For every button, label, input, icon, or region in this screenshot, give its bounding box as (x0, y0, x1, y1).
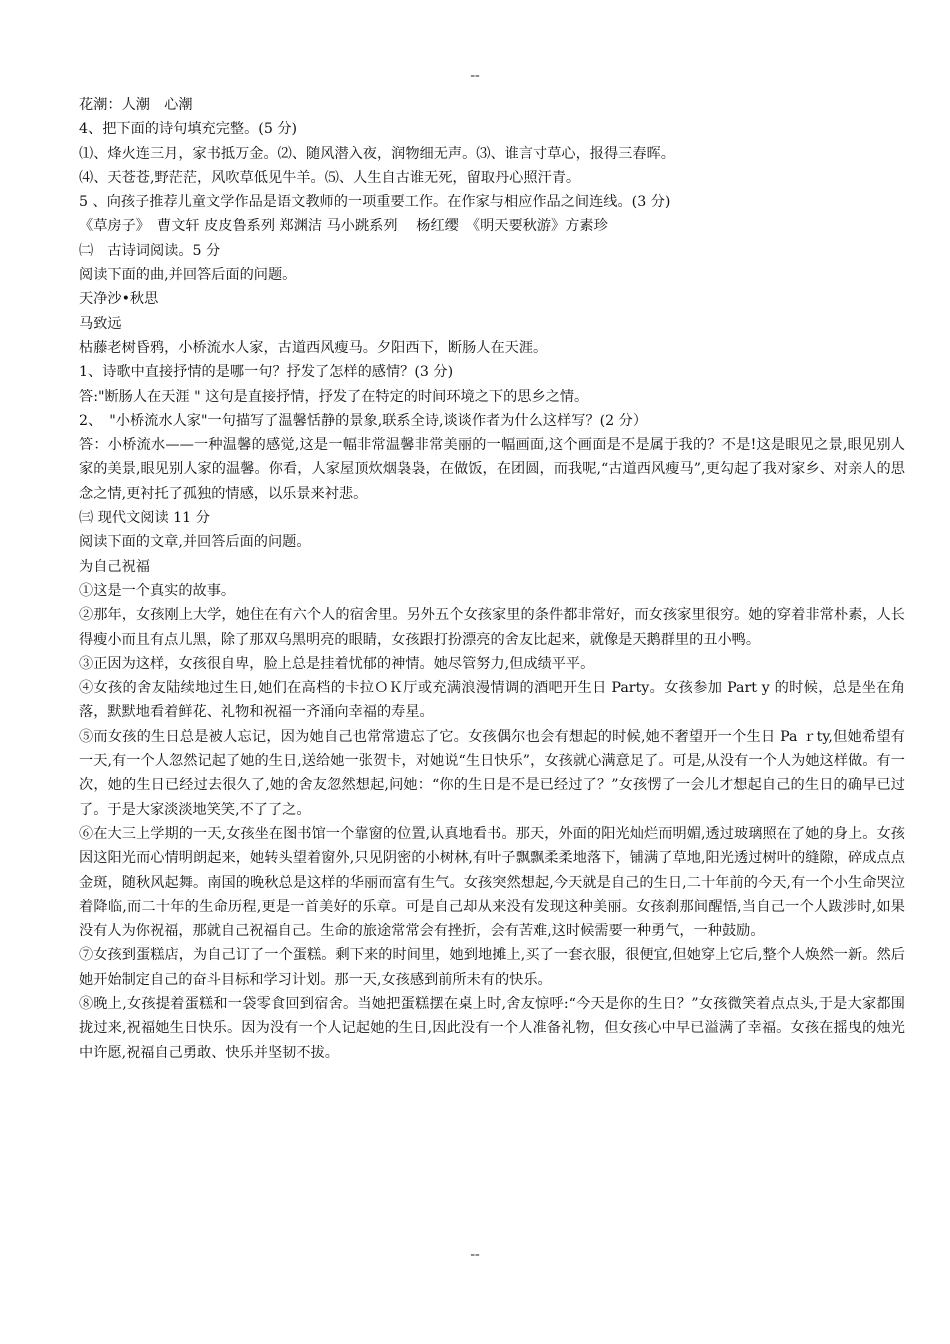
page-footer-mark: -- (470, 1247, 480, 1262)
poem-answer-1: 答:"断肠人在天涯 " 这句是直接抒情，抒发了在特定的时间环境之下的思乡之情。 (79, 388, 589, 405)
document-body (79, 93, 905, 1065)
section-3-heading: ㈢ 现代文阅读 11 分 (79, 510, 210, 527)
poem-author: 马致远 (79, 315, 122, 332)
poem-answer-2: 答：小桥流水——一种温馨的感觉,这是一幅非常温馨非常美丽的一幅画面,这个画面是不是属于我的？不是!这是眼见之景,眼见别人家的美景,眼见别人家的温馨。你看，人家屋顶炊烟袅袅，在做饭，在团圆，而我呢,“古道西风瘦马”,更勾起了我对家乡、对亲人的思念之情,更衬托了孤独的情感，以乐景来衬悲。 (79, 437, 905, 502)
article-paragraph: ⑥在大三上学期的一天,女孩坐在图书馆一个靠窗的位置,认真地看书。那天，外面的阳光灿烂而明媚,透过玻璃照在了她的身上。女孩因这阳光而心情明朗起来，她转头望着窗外,只见阴密的小树林,有叶子飘飘柔柔地落下，铺满了草地,阳光透过树叶的缝隙，碎成点点金斑，随秋风起舞。南国的晚秋总是这样的华丽而富有生气。女孩突然想起,今天就是自己的生日,二十年前的今天,有一个小生命哭泣着降临,而二十年的生命历程,更是一首美好的乐章。可是自己却从来没有发现这种美丽。女孩刹那间醒悟,当自己一个人跋涉时,如果没有人为你祝福，那就自己祝福自己。生命的旅途常常会有挫折，会有苦难,这时候需要一种勇气，一种鼓励。 (79, 825, 905, 940)
article-paragraph: ⑤而女孩的生日总是被人忘记，因为她自己也常常遗忘了它。女孩偶尔也会有想起的时候,她不奢望开一个生日 Pa ｒty,但她希望有一天,有一个人忽然记起了她的生日,送给她一张贺卡，对她说“生日快乐”，女孩就心满意足了。可是,从没有一个人为她这样做。有一次，她的生日已经过去很久了,她的舍友忽然想起,问她：“你的生日是不是已经过了？”女孩愣了一会儿才想起自己的生日的确早已过了。于是大家淡淡地笑笑,不了了之。 (79, 728, 905, 818)
poem-lines-1-3: ⑴、烽火连三月，家书抵万金。⑵、随风潜入夜，润物细无声。⑶、谁言寸草心，报得三春晖。 (79, 145, 675, 162)
question-5-heading: 5 、向孩子推荐儿童文学作品是语文教师的一项重要工作。在作家与相应作品之间连线。(3 分) (79, 194, 671, 211)
author-works-list: 《草房子》 曹文轩 皮皮鲁系列 郑渊洁 马小跳系列 杨红缨 《明天要秋游》方素珍 (79, 218, 608, 235)
poem-question-2: 2、 "小桥流水人家"一句描写了温馨恬静的景象,联系全诗,谈谈作者为什么这样写？(2 分） (79, 412, 648, 429)
section-2-heading: ㈡ 古诗词阅读。5 分 (79, 242, 221, 259)
article-paragraph: ⑧晚上,女孩提着蛋糕和一袋零食回到宿舍。当她把蛋糕摆在桌上时,舍友惊呼:“今天是你的生日？”女孩微笑着点点头,于是大家都围拢过来,祝福她生日快乐。因为没有一个人记起她的生日,因此没有一个人准备礼物，但女孩心中早已溢满了幸福。女孩在摇曳的烛光中许愿,祝福自己勇敢、快乐并坚韧不拔。 (79, 995, 905, 1061)
poem-title: 天净沙•秋思 (79, 291, 159, 308)
question-4-heading: 4、把下面的诗句填充完整。(5 分) (79, 121, 298, 138)
instruction-text: 阅读下面的文章,并回答后面的问题。 (79, 534, 311, 551)
poem-body: 枯藤老树昏鸦，小桥流水人家，古道西风瘦马。夕阳西下，断肠人在天涯。 (79, 339, 548, 356)
article-paragraph: ⑦女孩到蛋糕店，为自己订了一个蛋糕。剩下来的时间里，她到地摊上,买了一套衣服，很便宜,但她穿上它后,整个人焕然一新。然后她开始制定自己的奋斗目标和学习计划。那一天,女孩感到前所未有的快乐。 (79, 947, 905, 988)
article-paragraph: ③正因为这样，女孩很自卑，脸上总是挂着忧郁的神情。她尽管努力,但成绩平平。 (79, 655, 595, 672)
text-line: 花潮：人潮 心潮 (79, 97, 193, 113)
article-paragraph: ④女孩的舍友陆续地过生日,她们在高档的卡拉ＯＫ厅或充满浪漫情调的酒吧开生日 Party。女孩参加 Part y 的时候，总是坐在角落，默默地看着鲜花、礼物和祝福一齐涌向幸福的寿星。 (79, 680, 905, 721)
article-paragraph: ①这是一个真实的故事。 (79, 582, 236, 599)
instruction-text: 阅读下面的曲,并回答后面的问题。 (79, 267, 297, 284)
article-paragraph: ②那年，女孩刚上大学，她住在有六个人的宿舍里。另外五个女孩家里的条件都非常好，而女孩家里很穷。她的穿着非常朴素，人长得瘦小而且有点儿黑，除了那双乌黑明亮的眼睛，女孩跟打扮漂亮的舍友比起来，就像是天鹅群里的丑小鸭。 (79, 607, 905, 648)
article-title: 为自己祝福 (79, 558, 150, 575)
poem-lines-4-5: ⑷、天苍苍,野茫茫，风吹草低见牛羊。⑸、人生自古谁无死，留取丹心照汗青。 (79, 169, 581, 186)
poem-question-1: 1、诗歌中直接抒情的是哪一句？抒发了怎样的感情？(3 分) (79, 364, 454, 381)
page-header-mark: -- (470, 68, 480, 83)
